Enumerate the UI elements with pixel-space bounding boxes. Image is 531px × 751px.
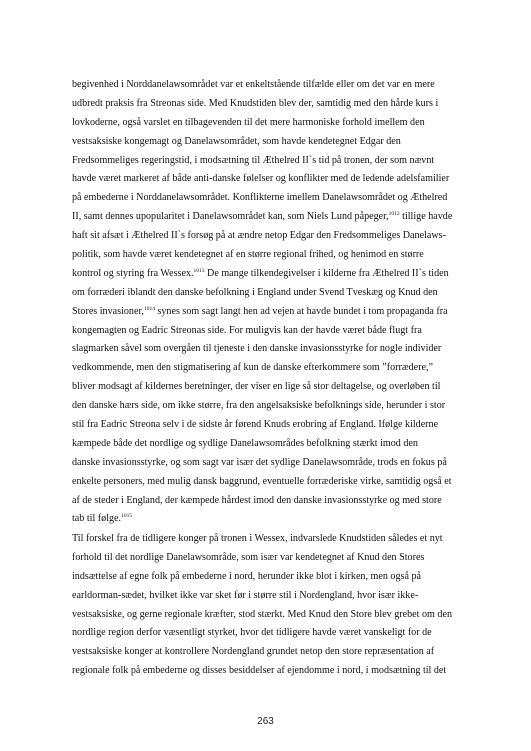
text-segment: nordlige region derfor væsentligt styrket, hvor det tidligere havde været vanskeligt for de [72,627,432,639]
text-segment: Stores invasioner, [72,305,144,317]
text-segment: Til forskel fra de tidligere konger på tronen i Wessex, indvarslede Knudstiden således et nyt [72,533,443,544]
text-segment: De mange tilkendegivelser i kilderne fra Æthelred II`s tiden [204,267,449,279]
text-segment: om forræderi iblandt den danske befolkning i England under Svend Tveskæg og Knud den [72,286,438,298]
text-line [72,340,468,359]
text-segment: udbredt praksis fra Streonas side. Med Knudstiden blev der, samtidig med den hårde kurs i [72,97,439,109]
text-line [72,170,468,189]
text-line [72,189,468,208]
text-segment: slagmarken såvel som overgåen til tjeneste i den danske invasionsstyrke for nogle individer [72,343,442,355]
text-segment: bliver modsagt af kildernes beretninger, der viser en lige så stor deltagelse, og overløben til [72,381,441,393]
text-line [72,530,468,549]
text-segment: vedkommende, men den stigmatisering af kun de danske efterkommere som ”forrædere,” [72,362,434,374]
text-line [72,133,468,152]
text-segment: kongemagten og Eadric Streonas side. For muligvis kan der havde været både flugt fra [72,324,422,336]
text-line [72,322,468,341]
text-segment: politik, som havde været kendetegnet af en større regional frihed, og henimod en større [72,249,424,261]
text-segment: regionale folk på embederne og disses besiddelser af ejendomme i nord, i modsætning til det [72,665,447,677]
text-segment: lovkoderne, også varslet en tilbagevenden til det mere harmoniske forhold imellem den [72,116,425,128]
text-segment: danske invasionsstyrke, og som sagt var især det sydlige Danelawsområde, trods en fokus på [72,456,447,468]
text-line [72,208,468,227]
text-segment: Fredsommeliges regeringstid, i modsætning til Æthelred II`s tid på tronen, der som nævnt [72,154,435,166]
text-line [72,378,468,397]
text-line [72,624,468,643]
footnote-reference: 1013 [193,267,205,274]
text-segment: earldorman-sædet, hvilket ikke var sket før i større stil i Nordengland, hvor især ikke- [72,589,419,601]
text-line [72,510,468,529]
text-line [72,435,468,454]
text-segment: II, samt dennes upopularitet i Danelawsområdet kan, som Niels Lund påpeger, [72,211,389,223]
footnote-reference: 1014 [143,305,155,312]
text-line [72,76,468,95]
text-line [72,643,468,662]
text-line [72,492,468,511]
text-segment: enkelte personers, med mulig dansk baggrund, eventuelle forræderiske virke, samtidig også et [72,475,452,487]
text-line [72,587,468,606]
text-segment: den danske hærs side, om ikke større, fra den angelsaksiske befolknings side, herunder i stor [72,400,446,412]
text-segment: vestsaksiske kongemagt og Danelawsområdet, som havde kendetegnet Edgar den [72,135,401,147]
text-line [72,284,468,303]
text-line [72,454,468,473]
text-segment: begivenhed i Norddanelawsområdet var et enkeltstående tilfælde eller om det var en mere [72,79,435,90]
text-line [72,227,468,246]
text-line [72,662,468,681]
text-line [72,95,468,114]
text-segment: vestsaksiske, og gerne regionale kræfter, stod stærkt. Med Knud den Store blev grebet om den [72,608,452,620]
text-line [72,606,468,625]
text-segment: på embederne i Norddanelawsområdet. Konflikterne imellem Danelawsområdet og Æthelred [72,192,448,204]
text-segment: kontrol og styring fra Wessex. [72,267,194,279]
text-line [72,473,468,492]
text-line [72,416,468,435]
text-line [72,568,468,587]
text-segment: stil fra Eadric Streona selv i de sidste år førend Knuds erobring af England. Ifølge kilderne [72,419,439,431]
text-segment: vestsaksiske konger at kontrollere Nordengland grundet netop den store repræsentation af [72,646,435,658]
text-segment: havde været markeret af både anti-danske følelser og konflikter med de ledende adelsfamilier [72,173,450,185]
text-line [72,265,468,284]
text-segment: tab til følge. [72,513,122,525]
text-line [72,114,468,133]
text-segment: tillige havde [399,211,453,223]
text-line [72,152,468,171]
text-segment: synes som sagt langt hen ad vejen at havde bundet i tom propaganda fra [154,305,448,317]
paragraph [72,530,468,681]
text-segment: af de steder i England, der kæmpede hårdest imod den danske invasionsstyrke og med store [72,494,442,506]
text-line [72,397,468,416]
footnote-reference: 1015 [121,513,133,520]
text-segment: forhold til det nordlige Danelawsområde, som især var kendetegnet af Knud den Stores [72,551,425,563]
text-segment: haft sit afsæt i Æthelred II`s forsøg på at ændre netop Edgar den Fredsommeliges Danelaws- [72,230,446,242]
text-line [72,246,468,265]
paragraph [72,76,468,529]
text-segment: indsættelse af egne folk på embederne i nord, herunder ikke blot i kirken, men også på [72,570,421,582]
text-segment: kæmpede både det nordlige og sydlige Danelawsområdes befolkning stærkt imod den [72,437,418,449]
footnote-reference: 1012 [388,211,400,218]
page-number: 263 [257,716,274,727]
text-line [72,359,468,378]
text-line [72,549,468,568]
text-line [72,303,468,322]
